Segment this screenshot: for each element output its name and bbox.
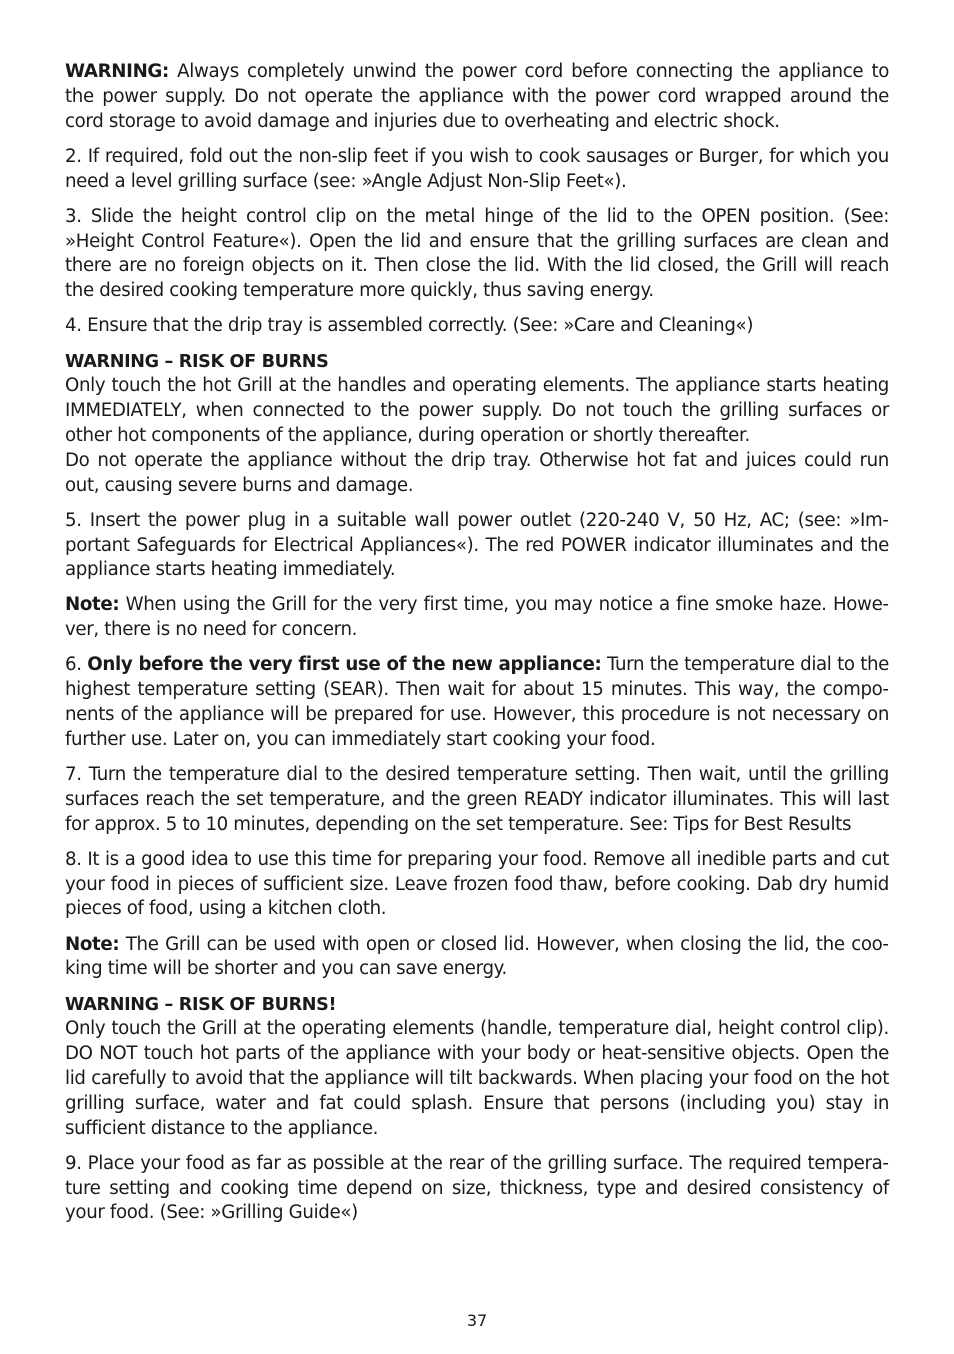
step-2: 2. If required, fold out the non-slip feet if you wish to cook sausages or Burger, for which you need a level grilling surface (see: »Angle Adjust Non-Slip Feet«). [65, 145, 889, 192]
step-6 [65, 653, 889, 752]
note-text: The Grill can be used with open or closed lid. However, when closing the lid, the cooking time will be shorter and you can save energy. [65, 933, 889, 980]
warning-risk-of-burns [65, 350, 889, 499]
warning-paragraph-1: Only touch the hot Grill at the handles and operating elements. The appliance starts heating IMMEDIATELY, when connected to the power supply. Do not touch the grilling surfaces or other hot components of the appliance, during operation or shortly thereafter. [65, 375, 889, 446]
warning-label: WARNING: [65, 61, 169, 82]
warning-power-cord [65, 60, 889, 134]
warning-paragraph: Only touch the Grill at the operating elements (handle, temperature dial, height control clip). DO NOT touch hot parts of the appliance with your body or heat-sensitive objects. Open the lid carefully to avoid that the appliance will tilt backwards. When placing your food on the hot grilling surface, water and fat could splash. Ensure that persons (including you) stay in sufficient distance to the appliance. [65, 1018, 889, 1139]
warning-risk-of-burns-2 [65, 993, 889, 1142]
note-first-use-smoke [65, 593, 889, 643]
warning-text: Always completely unwind the power cord before connecting the appliance to the power supply. Do not operate the appliance with the power cord wrapped around the cord storage to avoid damage and injuries due to overheating and electric shock. [65, 61, 889, 132]
step-6-number: 6. [65, 654, 88, 676]
step-9: 9. Place your food as far as possible at the rear of the grilling surface. The required temperature setting and cooking time depend on size, thickness, type and desired consistency of your food. (See: »Grilling Guide«) [65, 1152, 889, 1224]
step-5: 5. Insert the power plug in a suitable wall power outlet (220-240 V, 50 Hz, AC; (see: »Important Safeguards for Electrical Appliances«). The red POWER indicator illuminates and the appliance starts heating immediately. [65, 509, 889, 581]
step-7: 7. Turn the temperature dial to the desired temperature setting. Then wait, until the grilling surfaces reach the set temperature, and the green READY indicator illuminates. This will last for approx. 5 to 10 minutes, depending on the set temperature. See: Tips for Best Results [65, 764, 889, 835]
note-text: When using the Grill for the very first time, you may notice a fine smoke haze. However, there is no need for concern. [65, 594, 889, 641]
note-label: Note: [65, 933, 120, 955]
warning-paragraph-2: Do not operate the appliance without the drip tray. Otherwise hot fat and juices could run out, causing severe burns and damage. [65, 449, 889, 496]
warning-heading: WARNING – RISK OF BURNS! [65, 994, 337, 1015]
step-8: 8. It is a good idea to use this time for preparing your food. Remove all inedible parts and cut your food in pieces of sufficient size. Leave frozen food thaw, before cooking. Dab dry humid pieces of food, using a kitchen cloth. [65, 848, 889, 920]
page-number: 37 [466, 1311, 488, 1330]
step-6-emphasis: Only before the very first use of the new appliance: [87, 654, 602, 676]
note-label: Note: [65, 594, 120, 616]
step-4: 4. Ensure that the drip tray is assembled correctly. (See: »Care and Cleaning«) [65, 315, 754, 337]
warning-heading: WARNING – RISK OF BURNS [65, 351, 329, 372]
manual-page-body [65, 60, 889, 1237]
note-lid-usage [65, 933, 889, 983]
step-3: 3. Slide the height control clip on the metal hinge of the lid to the OPEN position. (See: »Height Control Feature«). Open the lid and ensure that the grilling surfaces are clean and there are no foreign objects on it. Then close the lid. With the lid closed, the Grill will reach the desired cooking temperature more quickly, thus saving energy. [65, 205, 889, 302]
step-6-text: Turn the temperature dial to the highest temperature setting (SEAR). Then wait for about 15 minutes. This way, the components of the appliance will be prepared for use. However, this procedure is not necessary on further use. Later on, you can immediately start cooking your food. [65, 654, 890, 750]
